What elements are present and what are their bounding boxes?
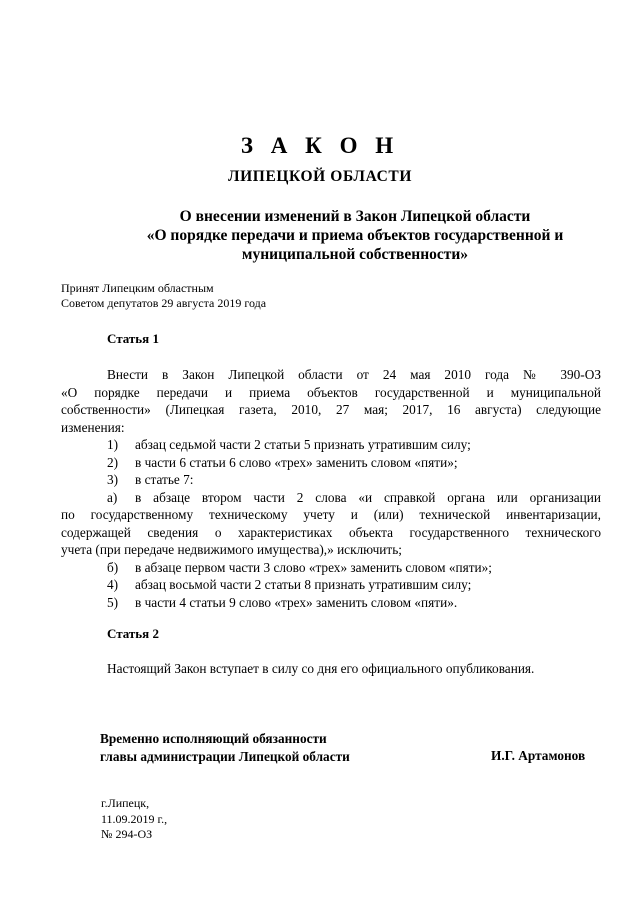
article-1-item <box>107 594 457 612</box>
article-1-item <box>107 576 471 594</box>
item-text: в абзаце первом части 3 слово «трех» заменить словом «пяти»; <box>135 559 492 575</box>
article-1-intro-line: изменения: <box>61 419 125 435</box>
item-number: б) <box>107 559 119 575</box>
adoption-line: Принят Липецким областным <box>61 281 214 295</box>
article-1-item <box>107 559 492 577</box>
article-1-intro-line: «О порядке передачи и приема объектов государственной и муниципальной <box>61 384 601 400</box>
signature-position <box>100 730 350 766</box>
item-text: в части 6 статьи 6 слово «трех» заменить словом «пяти»; <box>135 454 458 470</box>
adoption-note <box>61 281 266 311</box>
heading-line: О внесении изменений в Закон Липецкой области <box>179 208 531 225</box>
item-text: в части 4 статьи 9 слово «трех» заменить словом «пяти». <box>135 594 458 610</box>
article-1-continuation-line: учета (при передаче недвижимого имущества),» исключить; <box>61 542 402 557</box>
article-1-intro-line: собственности» (Липецкая газета, 2010, 27 мая; 2017, 16 августа) следующие <box>61 402 601 417</box>
article-1-continuation-line: содержащей сведения о характеристиках объекта государственного технического <box>61 524 601 540</box>
article-1-item <box>107 471 193 489</box>
footer-number: № 294-ОЗ <box>101 827 153 841</box>
item-text: в абзаце втором части 2 слова «и справкой органа или организации <box>135 489 601 505</box>
law-title: З А К О Н <box>240 133 400 158</box>
law-subtitle: ЛИПЕЦКОЙ ОБЛАСТИ <box>228 168 412 185</box>
article-1-continuation-line: по государственному техническому учету и (или) технической инвентаризации, <box>61 507 601 522</box>
document-footer <box>101 796 167 843</box>
item-number: 3) <box>107 472 119 487</box>
item-number: 5) <box>107 594 119 610</box>
article-1-item <box>107 454 458 472</box>
item-number: 4) <box>107 577 119 592</box>
adoption-line: Советом депутатов 29 августа 2019 года <box>61 296 267 310</box>
law-heading <box>110 207 600 264</box>
footer-date: 11.09.2019 г., <box>101 811 168 826</box>
item-text: абзац седьмой части 2 статьи 5 признать утратившим силу; <box>135 437 471 452</box>
article-2-text: Настоящий Закон вступает в силу со дня его официального опубликования. <box>107 661 535 676</box>
signer-name: И.Г. Артамонов <box>491 748 586 763</box>
article-1-intro-line: Внести в Закон Липецкой области от 24 мая 2010 года № 390-ОЗ <box>107 367 601 382</box>
heading-line: «О порядке передачи и приема объектов государственной и <box>146 227 564 244</box>
footer-place: г.Липецк, <box>101 796 150 810</box>
article-2-title: Статья 2 <box>107 626 159 641</box>
article-1-title: Статья 1 <box>107 331 159 346</box>
article-1-item <box>107 436 471 454</box>
heading-line: муниципальной собственности» <box>241 246 469 263</box>
item-number: 1) <box>107 437 119 452</box>
item-text: абзац восьмой части 2 статьи 8 признать утратившим силу; <box>135 577 472 592</box>
item-text: в статье 7: <box>135 472 194 487</box>
item-number: 2) <box>107 454 119 470</box>
article-1-item <box>107 489 601 507</box>
item-number: а) <box>107 489 118 505</box>
signature-position-line: главы администрации Липецкой области <box>100 749 350 764</box>
signature-position-line: Временно исполняющий обязанности <box>100 731 327 746</box>
